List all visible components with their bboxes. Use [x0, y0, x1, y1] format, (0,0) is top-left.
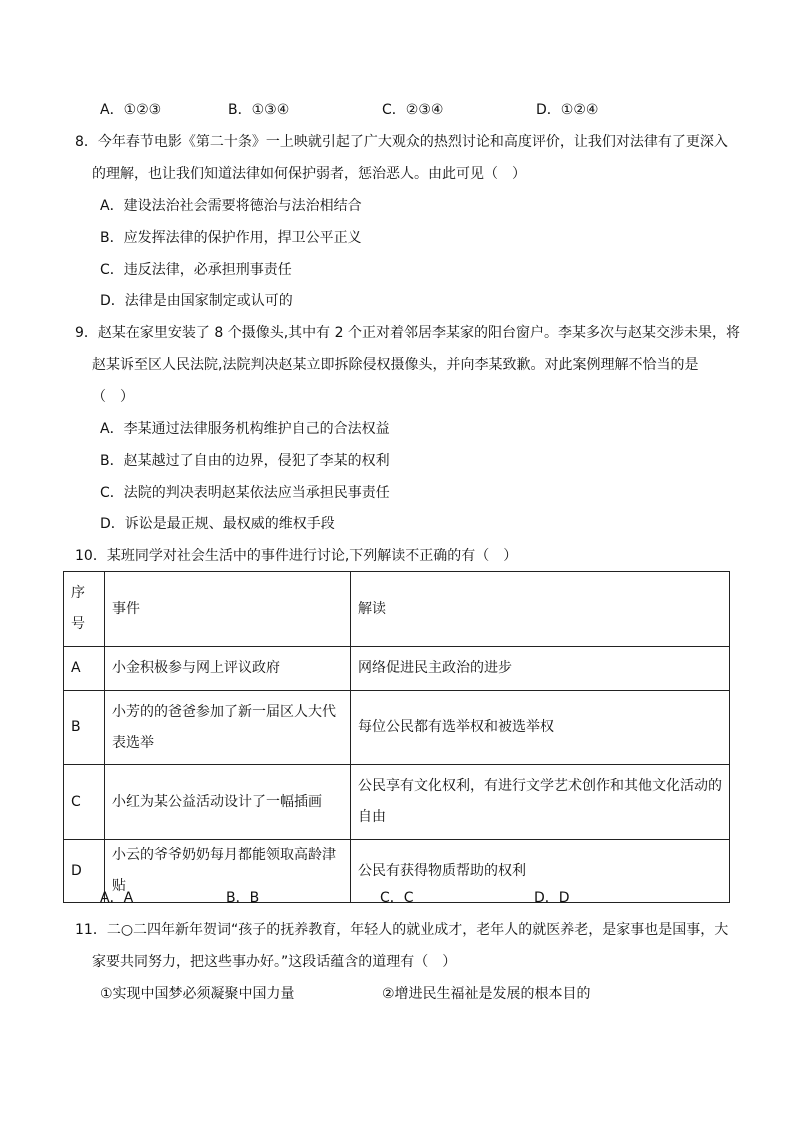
q10-option-d: D．D [534, 890, 570, 906]
q10-option-c: C．C [380, 890, 414, 906]
q10-option-b: B．B [226, 890, 260, 906]
table-row [64, 647, 730, 691]
q10-stem: 10．某班同学对社会生活中的事件进行讨论,下列解读不正确的有（ ） [75, 548, 518, 564]
q10-options [100, 888, 660, 908]
row-interpretation: 公民有获得物质帮助的权利 [351, 840, 730, 903]
table-row [64, 765, 730, 840]
table-header-row [64, 572, 730, 647]
q8-stem-line-2: 的理解，也让我们知道法律如何保护弱者，惩治恶人。由此可见（ ） [92, 166, 526, 182]
row-index: D [64, 840, 105, 903]
q8-option-d: D．法律是由国家制定或认可的 [100, 293, 293, 309]
q9-option-d: D．诉讼是最正规、最权威的维权手段 [100, 516, 335, 532]
row-interpretation: 每位公民都有选举权和被选举权 [351, 691, 730, 765]
row-interpretation: 网络促进民主政治的进步 [351, 647, 730, 691]
q9-option-b: B．赵某越过了自由的边界，侵犯了李某的权利 [100, 453, 390, 469]
row-interpretation: 公民享有文化权利，有进行文学艺术创作和其他文化活动的自由 [351, 765, 730, 840]
row-event: 小芳的的爸爸参加了新一届区人大代表选举 [105, 691, 351, 765]
q8-option-b: B．应发挥法律的保护作用，捍卫公平正义 [100, 230, 362, 246]
q11-item-1: ①实现中国梦必须凝聚中国力量 [100, 986, 295, 1002]
row-event: 小云的爷爷奶奶每月都能领取高龄津贴 [105, 840, 351, 903]
row-index: C [64, 765, 105, 840]
q9-option-c: C．法院的判决表明赵某依法应当承担民事责任 [100, 485, 390, 501]
q7-option-b: B．①③④ [228, 102, 290, 118]
q7-option-a: A．①②③ [100, 102, 162, 118]
row-index: A [64, 647, 105, 691]
header-event: 事件 [105, 572, 351, 647]
q9-option-a: A．李某通过法律服务机构维护自己的合法权益 [100, 421, 390, 437]
q9-stem-line-1: 9．赵某在家里安装了 8 个摄像头,其中有 2 个正对着邻居李某家的阳台窗户。李某多次与赵某交涉未果，将 [75, 325, 740, 341]
q9-stem-line-2: 赵某诉至区人民法院,法院判决赵某立即拆除侵权摄像头，并向李某致歉。对此案例理解不恰当的是 [92, 357, 699, 373]
q11-item-2: ②增进民生福祉是发展的根本目的 [382, 986, 591, 1002]
q7-option-c: C．②③④ [382, 102, 444, 118]
q8-option-a: A．建设法治社会需要将德治与法治相结合 [100, 198, 362, 214]
q8-stem-line-1: 8．今年春节电影《第二十条》一上映就引起了广大观众的热烈讨论和高度评价，让我们对法律有了更深入 [75, 134, 728, 150]
q11-stem-line-2: 家要共同努力，把这些事办好。”这段话蕴含的道理有（ ） [92, 954, 457, 970]
q9-stem-line-3: （ ） [92, 389, 134, 405]
q11-stem-line-1: 11．二○二四年新年贺词“孩子的抚养教育，年轻人的就业成才，老年人的就医养老，是家事也是国事，大 [75, 922, 729, 938]
q10-option-a: A．A [100, 890, 134, 906]
row-event: 小金积极参与网上评议政府 [105, 647, 351, 691]
q10-events-table [63, 571, 730, 903]
header-interpretation: 解读 [351, 572, 730, 647]
row-event: 小红为某公益活动设计了一幅插画 [105, 765, 351, 840]
q7-option-d: D．①②④ [536, 102, 599, 118]
table-row [64, 691, 730, 765]
q8-option-c: C．违反法律，必承担刑事责任 [100, 262, 292, 278]
row-index: B [64, 691, 105, 765]
header-index: 序号 [64, 572, 105, 647]
q7-options [100, 100, 660, 120]
